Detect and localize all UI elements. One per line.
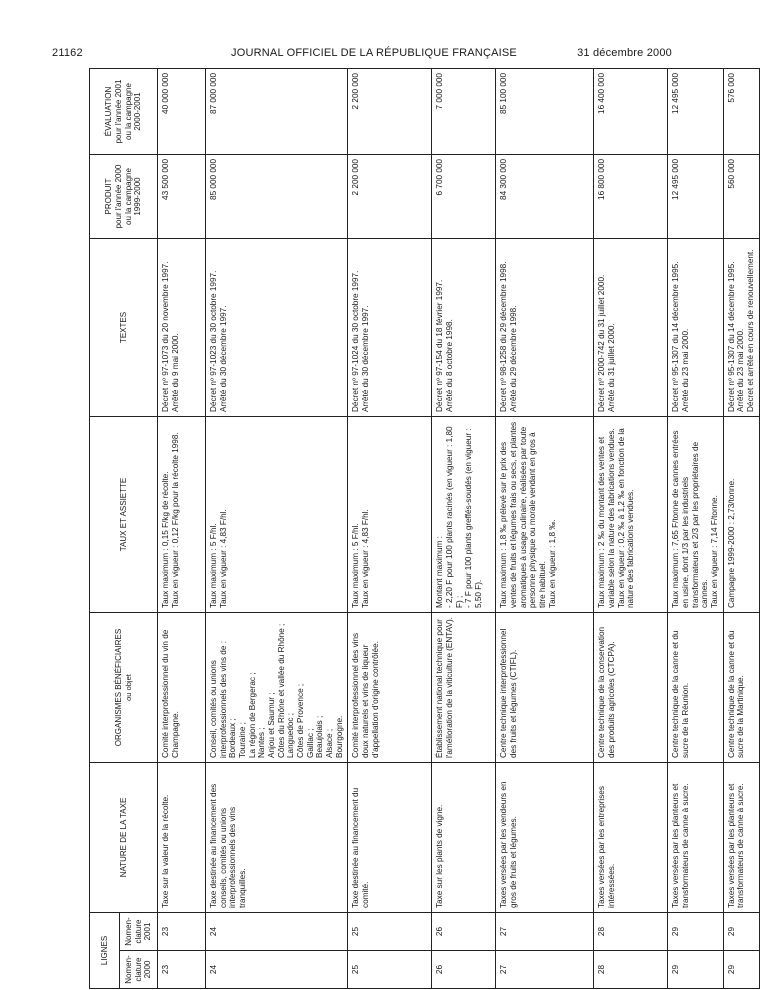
cell-organismes: Centre technique de la canne et du sucre de la Martinique. xyxy=(723,613,759,763)
cell-produit: 84 300 000 xyxy=(496,155,594,239)
col-textes: TEXTES xyxy=(90,239,158,417)
col-evaluation: ÉVALUATION pour l'année 2001 ou la campagne 2000-2001 xyxy=(90,69,158,155)
cell-textes: Décret nº 98-1258 du 29 décembre 1998. Arrêté du 29 décembre 1998. xyxy=(496,239,594,417)
cell-organismes: Centre technique interprofessionnel des fruits et légumes (CTIFL). xyxy=(496,613,594,763)
header-row-1 xyxy=(90,69,120,989)
table-row xyxy=(432,69,496,989)
cell-produit: 2 200 000 xyxy=(348,155,432,239)
cell-nomenclature-2000: 29 xyxy=(723,951,759,989)
cell-textes: Décret nº 97-1023 du 30 octobre 1997. Arrêté du 30 décembre 1997. xyxy=(206,239,348,417)
cell-evaluation: 40 000 000 xyxy=(158,69,206,155)
cell-nomenclature-2001: 23 xyxy=(158,913,206,951)
cell-taux: Campagne 1999-2000 : 2,73/tonne. xyxy=(723,417,759,613)
cell-organismes: Comité interprofessionnel des vins doux naturels et vins de liqueur d'appellation d'origine contrôlée. xyxy=(348,613,432,763)
cell-organismes: Centre technique de la canne et du sucre de la Réunion. xyxy=(668,613,723,763)
cell-taux: Montant maximum : - 2,20 F pour 100 plants racinés (en vigueur : 1,80 F) ; - 7 F pour 100 plants greffés-soudés (en vigueur : 5,50 F). xyxy=(432,417,496,613)
col-organismes-title: ORGANISMES BÉNÉFICIAIRES xyxy=(114,628,124,747)
table-row xyxy=(594,69,668,989)
journal-title: JOURNAL OFFICIEL DE LA RÉPUBLIQUE FRANÇAISE xyxy=(231,47,517,59)
cell-nomenclature-2001: 25 xyxy=(348,913,432,951)
col-nomenclature-2000: Nomen- clature 2000 xyxy=(120,951,158,989)
cell-nomenclature-2000: 25 xyxy=(348,951,432,989)
table-row xyxy=(158,69,206,989)
cell-textes: Décret nº 95-1307 du 14 décembre 1995. Arrêté du 23 mai 2000. Décret et arrêté en cours de renouvellement. xyxy=(723,239,759,417)
cell-taux: Taux maximum : 1,8 ‰ prélevé sur le prix des ventes de fruits et légumes frais ou secs, et plantes aromatiques à usage culinaire, réalisées par toute personne physique ou morale vendant en gros à titre habituel. Taux en vigueur : 1,8 ‰. xyxy=(496,417,594,613)
cell-nomenclature-2000: 28 xyxy=(594,951,668,989)
cell-nomenclature-2001: 24 xyxy=(206,913,348,951)
cell-textes: Décret nº 97-154 du 18 février 1997. Arrêté du 8 octobre 1998. xyxy=(432,239,496,417)
cell-produit: 16 800 000 xyxy=(594,155,668,239)
rotated-table-area xyxy=(89,69,756,989)
cell-organismes: Centre technique de la conservation des produits agricoles (CTCPA). xyxy=(594,613,668,763)
cell-nomenclature-2001: 27 xyxy=(496,913,594,951)
col-taux: TAUX ET ASSIETTE xyxy=(90,417,158,613)
cell-nomenclature-2001: 29 xyxy=(723,913,759,951)
table-row xyxy=(668,69,723,989)
cell-evaluation: 85 100 000 xyxy=(496,69,594,155)
issue-date: 31 décembre 2000 xyxy=(577,47,672,59)
cell-organismes: Conseil, comités ou unions interprofessionnels des vins de : Bordeaux ; Touraine ; La région de Bergerac ; Nantes ; Anjou et Saumur ; Côtes du Rhône et vallée du Rhône ; Languedoc ; Côtes de Provence ; Gaillac ; Beaujolais ; Alsace ; Bourgogne. xyxy=(206,613,348,763)
col-lignes: LIGNES xyxy=(90,913,120,989)
cell-nomenclature-2000: 24 xyxy=(206,951,348,989)
cell-textes: Décret nº 97-1024 du 30 octobre 1997. Arrêté du 30 décembre 1997. xyxy=(348,239,432,417)
cell-nature: Taxes versées par les planteurs et transformateurs de canne à sucre. xyxy=(723,763,759,913)
cell-nature: Taxe sur la valeur de la récolte. xyxy=(158,763,206,913)
cell-nomenclature-2001: 29 xyxy=(668,913,723,951)
table-row xyxy=(206,69,348,989)
page-number: 21162 xyxy=(52,47,83,59)
cell-nomenclature-2001: 26 xyxy=(432,913,496,951)
cell-evaluation: 576 000 xyxy=(723,69,759,155)
table-row xyxy=(348,69,432,989)
cell-evaluation: 2 200 000 xyxy=(348,69,432,155)
cell-evaluation: 12 495 000 xyxy=(668,69,723,155)
cell-nature: Taxes versées par les planteurs et transformateurs de canne à sucre. xyxy=(668,763,723,913)
cell-evaluation: 16 400 000 xyxy=(594,69,668,155)
cell-nomenclature-2000: 27 xyxy=(496,951,594,989)
cell-nature: Taxes versées par les entreprises intéressées. xyxy=(594,763,668,913)
cell-evaluation: 87 000 000 xyxy=(206,69,348,155)
cell-nature: Taxe destinée au financement des conseils, comités ou unions interprofessionnels des vins tranquilles. xyxy=(206,763,348,913)
cell-produit: 43 500 000 xyxy=(158,155,206,239)
cell-textes: Décret nº 97-1073 du 20 novembre 1997. Arrêté du 9 mai 2000. xyxy=(158,239,206,417)
col-nature: NATURE DE LA TAXE xyxy=(90,763,158,913)
cell-nature: Taxes versées par les vendeurs en gros de fruits et légumes. xyxy=(496,763,594,913)
cell-taux: Taux maximum : 5 F/hl. Taux en vigueur : 4,83 F/hl. xyxy=(348,417,432,613)
cell-nature: Taxe sur les plants de vigne. xyxy=(432,763,496,913)
cell-organismes: Établissement national technique pour l'amélioration de la viticulture (ENTAV). xyxy=(432,613,496,763)
cell-taux: Taux maximum : 2 ‰ du montant des ventes et variable selon la nature des fabrications vendues. Taux en vigueur : 0,2 ‰ à 1,2 ‰ en fonction de la nature des fabrications vendues. xyxy=(594,417,668,613)
table-row xyxy=(496,69,594,989)
cell-produit: 6 700 000 xyxy=(432,155,496,239)
cell-nature: Taxe destinée au financement du comité. xyxy=(348,763,432,913)
cell-evaluation: 7 000 000 xyxy=(432,69,496,155)
cell-textes: Décret nº 2000-742 du 31 juillet 2000. Arrêté du 31 juillet 2000. xyxy=(594,239,668,417)
col-organismes xyxy=(90,613,158,763)
cell-organismes: Comité interprofessionnel du vin de Champagne. xyxy=(158,613,206,763)
cell-produit: 12 495 000 xyxy=(668,155,723,239)
cell-nomenclature-2001: 28 xyxy=(594,913,668,951)
table-row xyxy=(723,69,759,989)
col-nomenclature-2001: Nomen- clature 2001 xyxy=(120,913,158,951)
col-produit: PRODUIT pour l'année 2000 ou la campagne 1999-2000 xyxy=(90,155,158,239)
table-body xyxy=(158,69,760,989)
cell-produit: 85 000 000 xyxy=(206,155,348,239)
cell-nomenclature-2000: 29 xyxy=(668,951,723,989)
col-organismes-sub: ou objet xyxy=(123,674,133,701)
cell-taux: Taux maximum : 7,65 F/tonne de cannes entrées en usine, dont 1/3 par les industriels transformateurs et 2/3 par les propriétaires de cannes. Taux en vigueur : 7,14 F/tonne. xyxy=(668,417,723,613)
cell-taux: Taux maximum : 0,15 F/kg de récolte. Taux en vigueur : 0,12 F/kg pour la récolte 1998. xyxy=(158,417,206,613)
cell-produit: 560 000 xyxy=(723,155,759,239)
cell-nomenclature-2000: 23 xyxy=(158,951,206,989)
cell-taux: Taux maximum : 5 F/hl. Taux en vigueur : 4,83 F/hl. xyxy=(206,417,348,613)
tax-table xyxy=(89,68,760,989)
cell-nomenclature-2000: 26 xyxy=(432,951,496,989)
cell-textes: Décret nº 95-1307 du 14 décembre 1995. Arrêté du 23 mai 2000. xyxy=(668,239,723,417)
